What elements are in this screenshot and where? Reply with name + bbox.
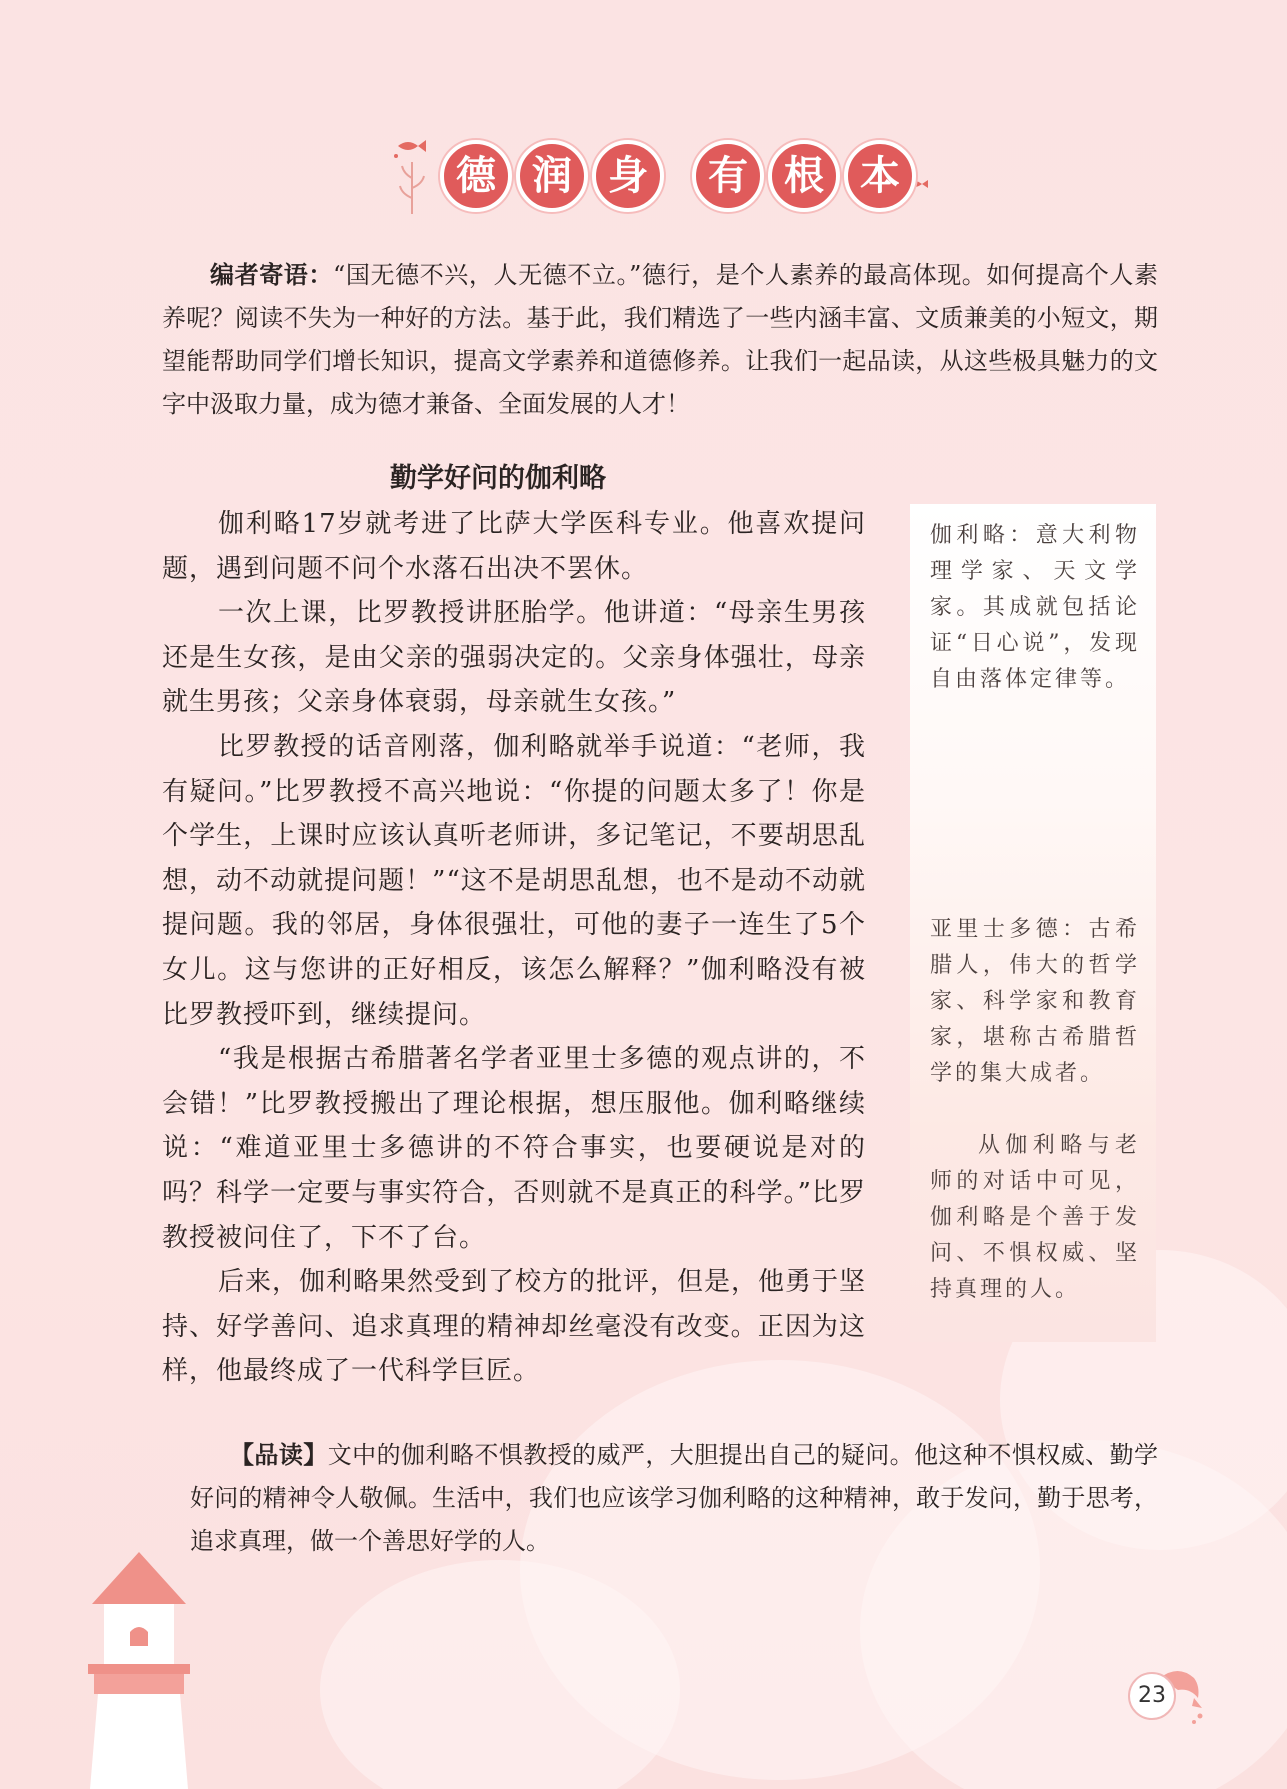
side-note-comment: 从伽利略与老师的对话中可见，伽利略是个善于发问、不惧权威、坚持真理的人。 (930, 1133, 1140, 1302)
editor-intro (162, 254, 1158, 426)
commentary (190, 1434, 1158, 1563)
section-title (440, 140, 900, 230)
side-note-galileo: 伽利略：意大利物理学家、天文学家。其成就包括论证“日心说”，发现自由落体定律等。 (930, 523, 1140, 692)
title-char: 本 (844, 140, 916, 212)
editor-intro-text: “国无德不兴，人无德不立。”德行，是个人素养的最高体现。如何提高个人素养呢？阅读不失为一种好的方法。基于此，我们精选了一些内涵丰富、文质兼美的小短文，期望能帮助同学们增长知识，提高文学素养和道德修养。让我们一起品读，从这些极具魅力的文字中汲取力量，成为德才兼备、全面发展的人才！ (162, 261, 1158, 418)
title-char: 有 (692, 140, 764, 212)
lighthouse-icon (84, 1548, 194, 1789)
article-paragraph: 后来，伽利略果然受到了校方的批评，但是，他勇于坚持、好学善问、追求真理的精神却丝毫没有改变。正因为这样，他最终成了一代科学巨匠。 (162, 1267, 867, 1387)
commentary-label: 【品读】 (230, 1441, 328, 1469)
article-paragraph: “我是根据古希腊著名学者亚里士多德的观点讲的，不会错！”比罗教授搬出了理论根据，想压服他。伽利略继续说：“难道亚里士多德讲的不符合事实，也要硬说是对的吗？科学一定要与事实符合，否则就不是真正的科学。”比罗教授被问住了，下不了台。 (162, 1044, 866, 1253)
side-notes-column (910, 504, 1156, 1342)
page-number: 23 (1128, 1672, 1176, 1720)
title-char: 身 (592, 140, 664, 212)
fish-plant-decoration-icon (392, 136, 432, 216)
title-char: 根 (768, 140, 840, 212)
page-number-badge (1120, 1664, 1204, 1728)
commentary-text: 文中的伽利略不惧教授的威严，大胆提出自己的疑问。他这种不惧权威、勤学好问的精神令人敬佩。生活中，我们也应该学习伽利略的这种精神，敢于发问，勤于思考，追求真理，做一个善思好学的人。 (190, 1441, 1159, 1555)
article-paragraph: 比罗教授的话音刚落，伽利略就举手说道：“老师，我有疑问。”比罗教授不高兴地说：“你提的问题太多了！你是个学生，上课时应该认真听老师讲，多记笔记，不要胡思乱想，动不动就提问题！”“这不是胡思乱想，也不是动不动就提问题。我的邻居，身体很强壮，可他的妻子一连生了5个女儿。这与您讲的正好相反，该怎么解释？”伽利略没有被比罗教授吓到，继续提问。 (162, 731, 866, 1030)
article-body (162, 502, 866, 1394)
article-title: 勤学好问的伽利略 (390, 463, 606, 494)
side-note-aristotle: 亚里士多德：古希腊人，伟大的哲学家、科学家和教育家，堪称古希腊哲学的集大成者。 (930, 917, 1140, 1086)
article-paragraph: 伽利略17岁就考进了比萨大学医科专业。他喜欢提问题，遇到问题不问个水落石出决不罢休。 (162, 509, 866, 584)
title-char: 德 (440, 140, 512, 212)
title-char: 润 (516, 140, 588, 212)
editor-intro-label: 编者寄语： (210, 261, 334, 289)
article-paragraph: 一次上课，比罗教授讲胚胎学。他讲道：“母亲生男孩还是生女孩，是由父亲的强弱决定的。父亲身体强壮，母亲就生男孩；父亲身体衰弱，母亲就生女孩。” (162, 598, 866, 718)
